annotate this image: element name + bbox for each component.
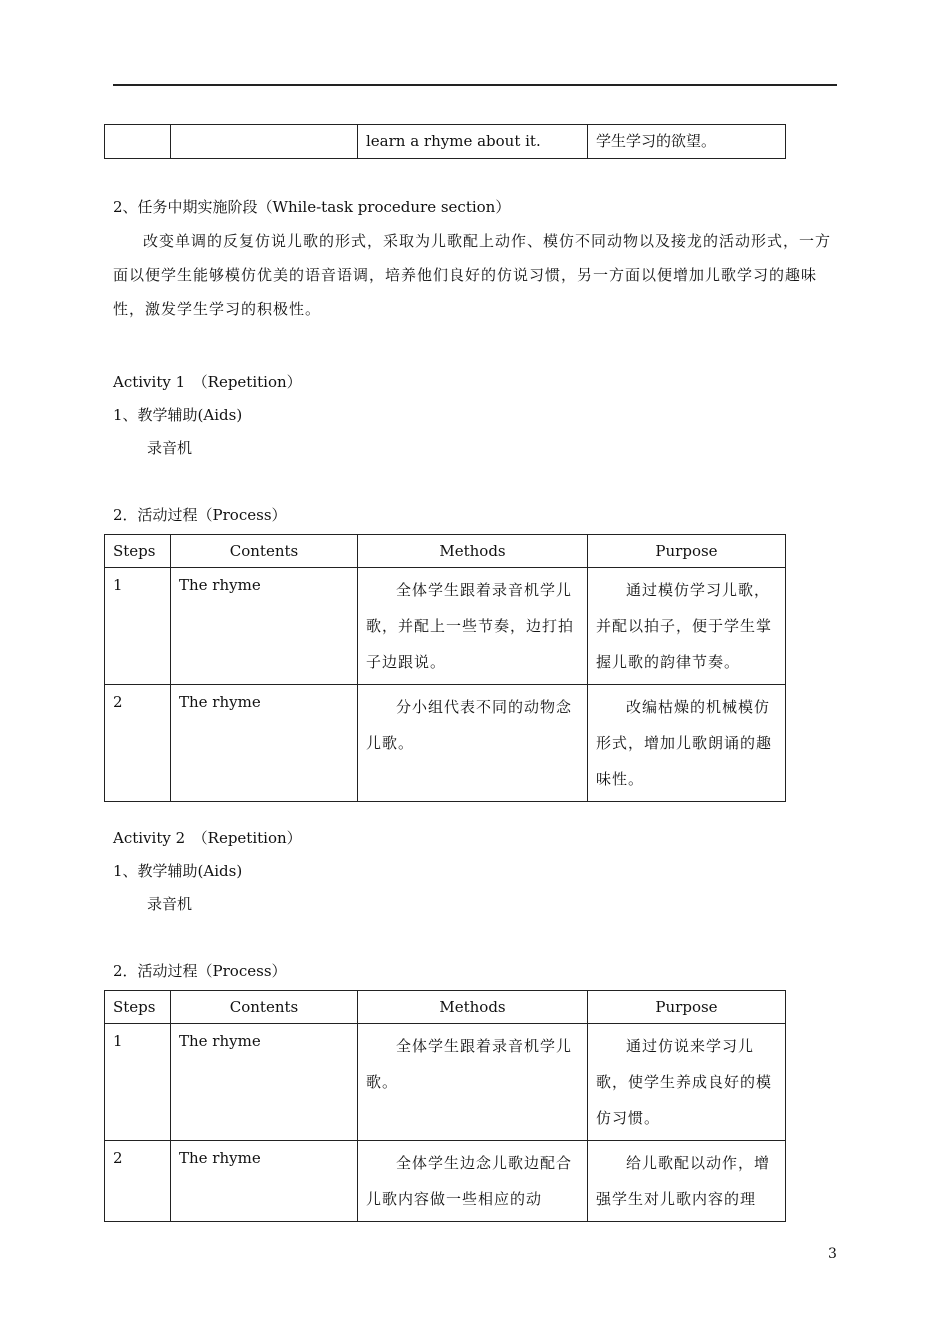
column-header: Contents — [171, 991, 358, 1024]
table-header-row — [105, 535, 786, 568]
contents-cell: The rhyme — [171, 1141, 358, 1222]
step-cell: 2 — [105, 1141, 171, 1222]
column-header: Purpose — [588, 535, 786, 568]
continuation-table — [104, 124, 786, 159]
table-cell: learn a rhyme about it. — [358, 125, 588, 159]
column-header: Purpose — [588, 991, 786, 1024]
step-cell: 1 — [105, 568, 171, 685]
methods-cell: 全体学生边念儿歌边配合儿歌内容做一些相应的动 — [358, 1141, 588, 1222]
table-row — [105, 1024, 786, 1141]
aids-item: 录音机 — [147, 895, 193, 913]
methods-cell: 全体学生跟着录音机学儿歌。 — [358, 1024, 588, 1141]
purpose-cell: 通过模仿学习儿歌，并配以拍子，便于学生掌握儿歌的韵律节奏。 — [588, 568, 786, 685]
page-number: 3 — [828, 1246, 837, 1262]
table-header-row — [105, 991, 786, 1024]
section-heading: 2、任务中期实施阶段（While-task procedure section） — [113, 198, 511, 216]
column-header: Steps — [105, 535, 171, 568]
aids-heading: 1、教学辅助(Aids) — [113, 406, 243, 424]
table-row — [105, 1141, 786, 1222]
contents-cell: The rhyme — [171, 1024, 358, 1141]
activity-title: Activity 1 （Repetition） — [113, 373, 302, 391]
methods-cell: 全体学生跟着录音机学儿歌，并配上一些节奏，边打拍子边跟说。 — [358, 568, 588, 685]
aids-item: 录音机 — [147, 439, 193, 457]
table-row — [105, 568, 786, 685]
purpose-cell: 通过仿说来学习儿歌，使学生养成良好的模仿习惯。 — [588, 1024, 786, 1141]
column-header: Methods — [358, 535, 588, 568]
process-heading: 2．活动过程（Process） — [113, 506, 287, 524]
table-cell — [171, 125, 358, 159]
column-header: Methods — [358, 991, 588, 1024]
table-cell: 学生学习的欲望。 — [588, 125, 786, 159]
table-cell — [105, 125, 171, 159]
process-table — [104, 534, 786, 802]
contents-cell: The rhyme — [171, 685, 358, 802]
section-paragraph: 改变单调的反复仿说儿歌的形式，采取为儿歌配上动作、模仿不同动物以及接龙的活动形式，一方面以便学生能够模仿优美的语音语调，培养他们良好的仿说习惯，另一方面以便增加儿歌学习的趣味性，激发学生学习的积极性。 — [113, 232, 832, 318]
purpose-cell: 给儿歌配以动作，增强学生对儿歌内容的理 — [588, 1141, 786, 1222]
column-header: Steps — [105, 991, 171, 1024]
methods-cell: 分小组代表不同的动物念儿歌。 — [358, 685, 588, 802]
column-header: Contents — [171, 535, 358, 568]
process-heading: 2．活动过程（Process） — [113, 962, 287, 980]
table-row — [105, 685, 786, 802]
step-cell: 2 — [105, 685, 171, 802]
contents-cell: The rhyme — [171, 568, 358, 685]
purpose-cell: 改编枯燥的机械模仿形式，增加儿歌朗诵的趣味性。 — [588, 685, 786, 802]
header-rule — [113, 84, 837, 86]
table-row — [105, 125, 786, 159]
step-cell: 1 — [105, 1024, 171, 1141]
process-table — [104, 990, 786, 1222]
aids-heading: 1、教学辅助(Aids) — [113, 862, 243, 880]
activity-title: Activity 2 （Repetition） — [113, 829, 302, 847]
